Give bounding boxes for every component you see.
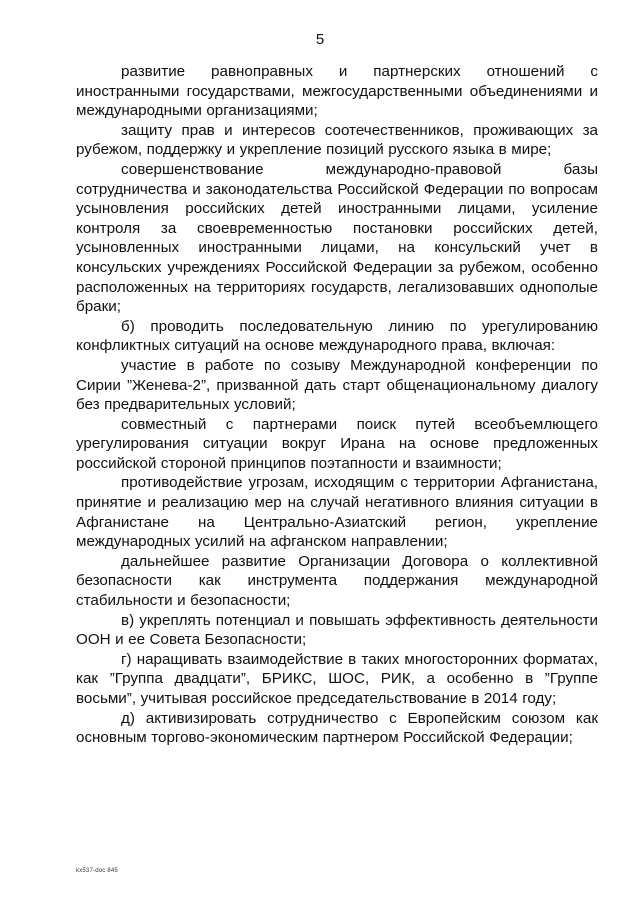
paragraph: б) проводить последовательную линию по урегулированию конфликтных ситуаций на основе международного права, включая:: [76, 317, 598, 355]
document-footer-id: kx537-doc 845: [76, 868, 118, 874]
paragraph: г) наращивать взаимодействие в таких многосторонних форматах, как ”Группа двадцати”, БРИКС, ШОС, РИК, а особенно в ”Группе восьми”, учитывая российское председательствование в 2014 году;: [76, 650, 598, 707]
document-body: [76, 62, 598, 748]
page-number: 5: [315, 31, 325, 48]
paragraph: д) активизировать сотрудничество с Европейским союзом как основным торгово-экономическим партнером Российской Федерации;: [76, 709, 598, 747]
paragraph: развитие равноправных и партнерских отношений с иностранными государствами, межгосударственными объединениями и международными организациями;: [76, 63, 598, 120]
paragraph: дальнейшее развитие Организации Договора о коллективной безопасности как инструмента поддержания международной стабильности и безопасности;: [76, 552, 598, 610]
paragraph: участие в работе по созыву Международной конференции по Сирии ”Женева-2”, призванной дать старт общенациональному диалогу без предварительных условий;: [76, 356, 598, 414]
paragraph: совершенствование международно-правовой базы сотрудничества и законодательства Российской Федерации по вопросам усыновления российских детей иностранными лицами, усиление контроля за своевременностью постановки российских детей, усыновленных иностранными лицами, на консульский учет в консульских учреждениях Российской Федерации за рубежом, особенно расположенных на территориях государств, легализовавших однополые браки;: [76, 160, 598, 316]
paragraph: защиту прав и интересов соотечественников, проживающих за рубежом, поддержку и укрепление позиций русского языка в мире;: [76, 121, 598, 159]
paragraph: совместный с партнерами поиск путей всеобъемлющего урегулирования ситуации вокруг Ирана на основе предложенных российской стороной принципов поэтапности и взаимности;: [76, 415, 598, 472]
paragraph: в) укреплять потенциал и повышать эффективность деятельности ООН и ее Совета Безопасности;: [76, 611, 598, 649]
paragraph: противодействие угрозам, исходящим с территории Афганистана, принятие и реализацию мер на случай негативного влияния ситуации в Афганистане на Центрально-Азиатский регион, укрепление международных усилий на афганском направлении;: [76, 474, 598, 551]
